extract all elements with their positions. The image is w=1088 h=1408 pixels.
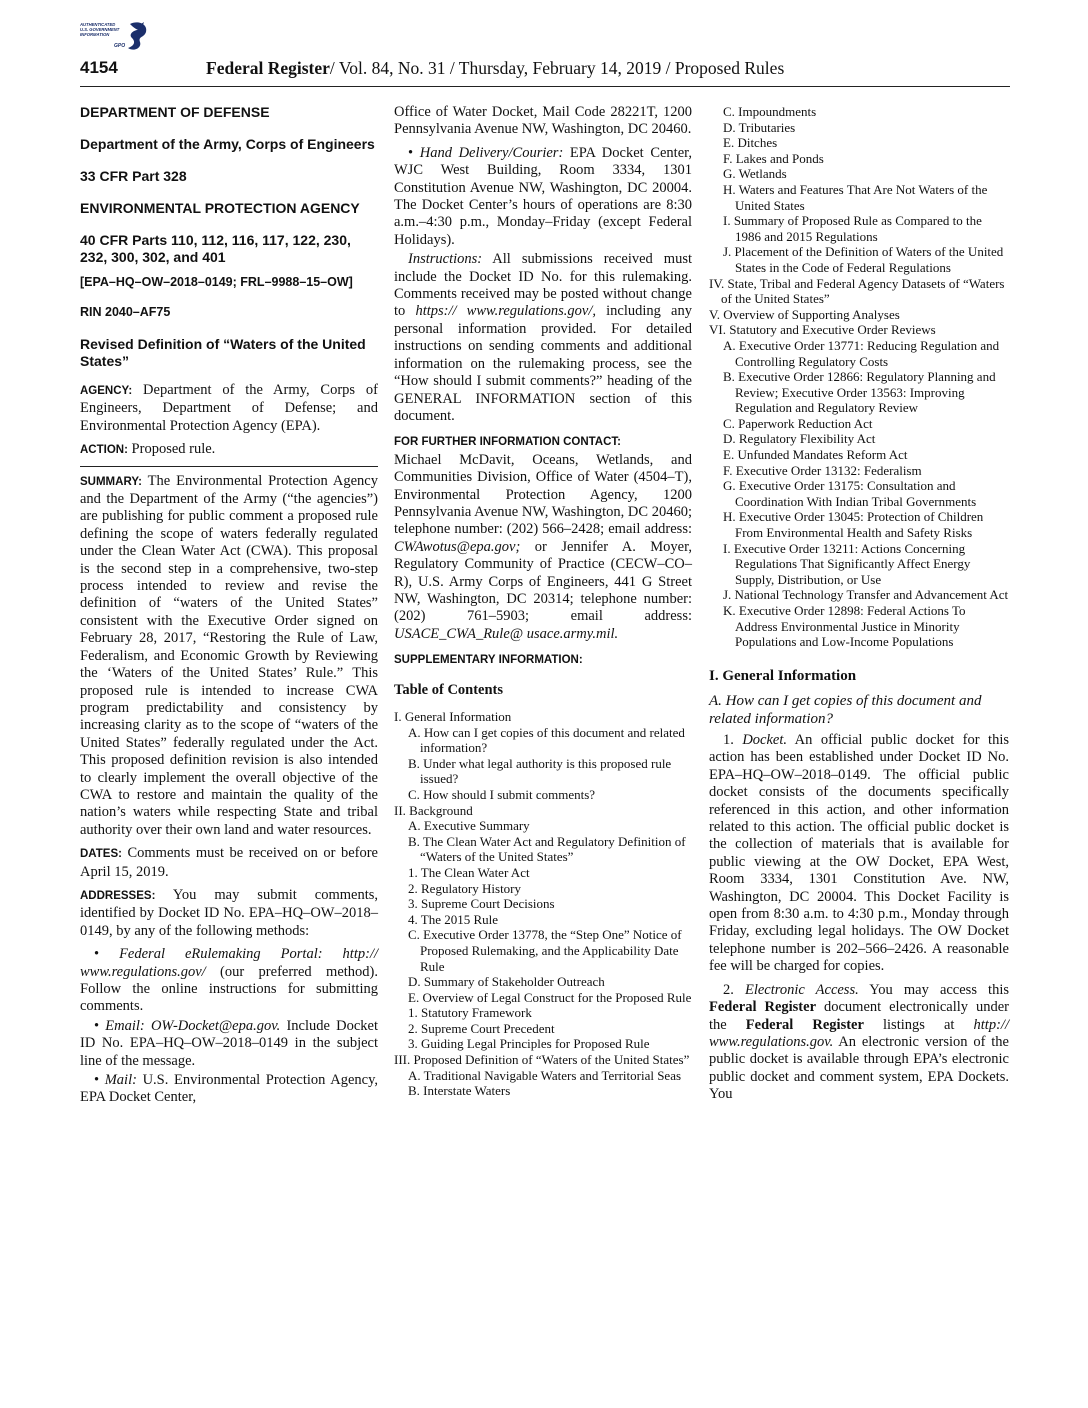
docket-number: [EPA–HQ–OW–2018–0149; FRL–9988–15–OW] bbox=[80, 275, 353, 289]
instructions-text-2: including any personal information provided. For detailed instructions on sending comments and additional information on the rulemaking process, see the “How should I submit comments?” heading of the GENERAL INFORMATION section of this document. bbox=[394, 303, 692, 424]
toc-entry: III. Proposed Definition of “Waters of the United States” bbox=[394, 1052, 690, 1068]
mail-text: U.S. Environmental Protection Agency, EPA Docket Center, bbox=[80, 1072, 378, 1106]
contact-label: FOR FURTHER INFORMATION CONTACT: bbox=[394, 436, 621, 449]
docket-num: 1. bbox=[723, 732, 743, 748]
toc-entry: A. How can I get copies of this document and related information? bbox=[408, 724, 685, 756]
header-rule bbox=[80, 86, 1010, 87]
toc-heading: Table of Contents bbox=[394, 681, 504, 698]
logo-line-3: INFORMATION bbox=[80, 32, 110, 37]
general-information-heading: I. General Information bbox=[709, 667, 857, 684]
toc-entry: F. Lakes and Ponds bbox=[723, 150, 824, 166]
toc-entry: IV. State, Tribal and Federal Agency Datasets of “Waters of the United States” bbox=[709, 275, 1005, 307]
docket-text: An official public docket for this action has been established under Docket ID No. EPA–HQ–OW–2018–0149. The official public docket consists of the documents specifically referenced in this action, and other information related to this action. The official public docket is the collection of materials that is available for public viewing at the OW Docket, EPA West, Room 3334, 1301 Constitution Ave. NW, Washington, DC 20004. This Docket Facility is open from 8:30 a.m. to 4:30 p.m., Monday through Friday, excluding legal holidays. The OW Docket telephone number is 202–566–2426. A reasonable fee will be charged for copies. bbox=[709, 732, 1009, 975]
ea-text-4: An electronic version of the public docket is available through EPA’s electronic public docket and comment system, EPA Dockets. You bbox=[709, 1033, 1009, 1103]
logo-line-2: U.S. GOVERNMENT bbox=[80, 27, 120, 32]
addresses-label: ADDRESSES: bbox=[80, 889, 156, 902]
addresses-paragraph bbox=[80, 887, 378, 940]
toc-entry: I. General Information bbox=[394, 709, 512, 724]
ea-label: Electronic Access. bbox=[744, 981, 859, 998]
supplementary-label-row bbox=[394, 651, 692, 669]
portal-label[interactable]: Federal eRulemaking Portal: http:// www.regulations.gov/ bbox=[80, 946, 378, 980]
page-number: 4154 bbox=[80, 58, 118, 77]
section-rule bbox=[80, 466, 378, 467]
toc-entry: J. Placement of the Definition of Waters of the United States in the Code of Federal Regulations bbox=[723, 244, 1004, 275]
email-text: Include Docket ID No. EPA–HQ–OW–2018–0149 in the subject line of the message. bbox=[80, 1017, 378, 1069]
instructions-label: Instructions: bbox=[408, 251, 483, 268]
table-of-contents-part-2 bbox=[709, 104, 1009, 650]
ea-url[interactable]: http:// www.regulations.gov. bbox=[709, 1016, 1009, 1050]
column-2 bbox=[394, 104, 692, 1099]
toc-entry: 2. Regulatory History bbox=[408, 880, 522, 896]
toc-entry: E. Overview of Legal Construct for the Proposed Rule bbox=[408, 989, 692, 1005]
toc-entry: B. Interstate Waters bbox=[408, 1083, 511, 1099]
toc-entry: V. Overview of Supporting Analyses bbox=[709, 306, 900, 322]
contact-paragraph bbox=[394, 433, 692, 643]
agency-text: Department of the Army, Corps of Engineers, Department of Defense; and Environmental Protection Agency (EPA). bbox=[80, 382, 379, 434]
gpo-authenticated-logo bbox=[78, 20, 160, 56]
dates-text: Comments must be received on or before April 15, 2019. bbox=[80, 845, 378, 880]
ea-text-2: document electronically under the bbox=[709, 999, 1010, 1033]
toc-entry: K. Executive Order 12898: Federal Actions To Address Environmental Justice in Minority Populations and Low-Income Populations bbox=[723, 603, 966, 650]
column-1 bbox=[80, 104, 378, 1109]
instructions-text-1: All submissions received must include the Docket ID No. for this rulemaking. Comments received may be posted without change to bbox=[394, 251, 692, 320]
toc-entry: D. Regulatory Flexibility Act bbox=[723, 431, 876, 447]
toc-entry: C. Executive Order 13778, the “Step One” Notice of Proposed Rulemaking, and the Applicability Date Rule bbox=[408, 927, 682, 974]
toc-entry: E. Ditches bbox=[723, 135, 778, 151]
bullet-mail: • Mail: U.S. Environmental Protection Agency, EPA Docket Center, bbox=[80, 1072, 378, 1106]
action-paragraph bbox=[80, 441, 378, 459]
bullet-email: • Email: OW-Docket@epa.gov. Include Docket ID No. EPA–HQ–OW–2018–0149 in the subject line of the message. bbox=[80, 1017, 378, 1069]
toc-entry: D. Tributaries bbox=[723, 119, 796, 135]
bullet-portal: • Federal eRulemaking Portal: http:// www.regulations.gov/ (our preferred method). Follow the online instructions for submitting comments. bbox=[80, 946, 378, 1015]
agency-heading-2: ENVIRONMENTAL PROTECTION AGENCY bbox=[80, 200, 360, 216]
toc-entry: 3. Guiding Legal Principles for Proposed Rule bbox=[408, 1036, 650, 1052]
toc-entry: 3. Supreme Court Decisions bbox=[408, 896, 555, 912]
toc-entry: A. Traditional Navigable Waters and Territorial Seas bbox=[408, 1067, 682, 1083]
ea-text-3: listings at bbox=[863, 1016, 974, 1033]
summary-label: SUMMARY: bbox=[80, 475, 142, 488]
summary-paragraph bbox=[80, 473, 378, 840]
addresses-text: You may submit comments, identified by Docket ID No. EPA–HQ–OW–2018–0149, by any of the following methods: bbox=[80, 886, 378, 939]
agency-label: AGENCY: bbox=[80, 385, 133, 397]
docket-paragraph bbox=[709, 732, 1009, 976]
column-3 bbox=[709, 104, 1009, 1110]
contact-text-1: Michael McDavit, Oceans, Wetlands, and Communities Division, Office of Water (4504–T), Environmental Protection Agency, 1200 Pennsylvania Avenue NW, Washington, DC 20460; telephone number: (202) 566–2428; email address: bbox=[394, 451, 692, 538]
rin-number: RIN 2040–AF75 bbox=[80, 305, 171, 319]
agency-paragraph bbox=[80, 382, 378, 435]
bullet-hand-delivery: • Hand Delivery/Courier: EPA Docket Center, WJC West Building, Room 3334, 1301 Constitution Avenue NW, Washington, DC 20004. The Docket Center’s hours of operations are 8:30 a.m.–4:30 p.m., Monday–Friday (except Federal Holidays). bbox=[394, 144, 693, 248]
ea-text-1: You may access this bbox=[858, 981, 1010, 998]
toc-entry: VI. Statutory and Executive Order Reviews bbox=[709, 322, 936, 338]
action-label: ACTION: bbox=[80, 444, 128, 457]
ea-num: 2. bbox=[723, 981, 745, 998]
summary-text: The Environmental Protection Agency and the Department of the Army (“the agencies”) are publishing for public comment a proposed rule defining the scope of waters federally regulated under the Clean Water Act (CWA). This proposal is the second step in a comprehensive, two-step process intended to review and revise the definition of “waters of the United States” consistent with the Executive Order signed on February 28, 2017, “Restoring the Rule of Law, Federalism, and Economic Growth by Reviewing the ‘Waters of the United States’ Rule.” This proposed rule is intended to increase CWA program predictability and consistency by increasing clarity as to the scope of “waters of the United States” federally regulated under the Act. This proposed definition revision is also intended to clearly implement the overall objective of the CWA to restore and maintain the quality of the nation’s waters while respecting State and tribal authority over their own land and water resources. bbox=[80, 472, 378, 838]
instructions-paragraph bbox=[394, 251, 692, 425]
contact-text-2: or Jennifer A. Moyer, Regulatory Community of Practice (CECW–CO–R), U.S. Army Corps of Engineers, 441 G Street NW, Washington, DC 20314; telephone number: (202) 761–5903; email address: bbox=[394, 538, 692, 625]
dates-label: DATES: bbox=[80, 848, 122, 861]
page-header bbox=[80, 58, 1008, 84]
toc-entry: II. Background bbox=[394, 802, 473, 818]
subdepartment-heading: Department of the Army, Corps of Engineers bbox=[80, 136, 375, 152]
toc-entry: I. Executive Order 13211: Actions Concerning Regulations That Significantly Affect Energy Supply, Distribution, or Use bbox=[723, 540, 971, 587]
cfr-heading-2: 40 CFR Parts 110, 112, 116, 117, 122, 230, 232, 300, 302, and 401 bbox=[80, 232, 351, 265]
toc-entry: 4. The 2015 Rule bbox=[408, 911, 499, 927]
toc-entry: C. Impoundments bbox=[723, 104, 817, 119]
cfr-heading-1: 33 CFR Part 328 bbox=[80, 168, 187, 184]
contact-email-1[interactable]: CWAwotus@epa.gov; bbox=[394, 538, 521, 555]
supplementary-label: SUPPLEMENTARY INFORMATION: bbox=[394, 654, 583, 667]
toc-entry: I. Summary of Proposed Rule as Compared to the 1986 and 2015 Regulations bbox=[723, 213, 982, 244]
logo-line-1: AUTHENTICATED bbox=[80, 22, 116, 27]
toc-entry: C. How should I submit comments? bbox=[408, 786, 596, 802]
toc-entry: H. Waters and Features That Are Not Waters of the United States bbox=[723, 181, 988, 213]
toc-entry: 1. Statutory Framework bbox=[408, 1005, 532, 1021]
ea-fr-1: Federal Register bbox=[709, 999, 817, 1016]
rule-title: Revised Definition of “Waters of the United States” bbox=[80, 336, 366, 369]
logo-line-4: GPO bbox=[114, 43, 126, 49]
toc-entry: E. Unfunded Mandates Reform Act bbox=[723, 447, 908, 463]
docket-label: Docket. bbox=[742, 732, 788, 748]
ea-fr-2: Federal Register bbox=[745, 1016, 864, 1033]
toc-entry: B. Executive Order 12866: Regulatory Planning and Review; Executive Order 13563: Improving Regulation and Regulatory Review bbox=[723, 369, 996, 416]
toc-entry: 1. The Clean Water Act bbox=[408, 864, 530, 880]
instructions-url[interactable]: https:// www.regulations.gov/, bbox=[415, 303, 596, 320]
issue-info: / Vol. 84, No. 31 / Thursday, February 14, 2019 / Proposed Rules bbox=[329, 58, 785, 78]
email-label[interactable]: Email: OW-Docket@epa.gov. bbox=[105, 1017, 281, 1034]
toc-entry: B. Under what legal authority is this proposed rule issued? bbox=[408, 755, 672, 787]
toc-entry: H. Executive Order 13045: Protection of Children From Environmental Health and Safety Risks bbox=[723, 509, 984, 541]
toc-entry: D. Summary of Stakeholder Outreach bbox=[408, 974, 605, 990]
mail-continued: Office of Water Docket, Mail Code 28221T, 1200 Pennsylvania Avenue NW, Washington, DC 20460. bbox=[394, 104, 692, 138]
portal-text: (our preferred method). Follow the online instructions for submitting comments. bbox=[80, 963, 378, 1015]
dates-paragraph bbox=[80, 845, 378, 881]
running-head bbox=[206, 58, 784, 79]
toc-entry: B. The Clean Water Act and Regulatory Definition of “Waters of the United States” bbox=[408, 833, 686, 865]
hand-delivery-label: Hand Delivery/Courier: bbox=[419, 144, 564, 161]
contact-email-2[interactable]: USACE_CWA_Rule@ usace.army.mil. bbox=[394, 625, 619, 642]
department-heading: DEPARTMENT OF DEFENSE bbox=[80, 104, 270, 120]
toc-entry: C. Paperwork Reduction Act bbox=[723, 415, 873, 431]
toc-entry: F. Executive Order 13132: Federalism bbox=[723, 462, 922, 478]
journal-name: Federal Register bbox=[206, 58, 330, 78]
hand-delivery-text: EPA Docket Center, WJC West Building, Room 3334, 1301 Constitution Avenue NW, Washington, DC 20004. The Docket Center’s hours of operations are 8:30 a.m.–4:30 p.m., Monday–Friday (except Federal Holidays). bbox=[394, 144, 693, 248]
action-text: Proposed rule. bbox=[131, 441, 216, 458]
toc-entry: G. Executive Order 13175: Consultation and Coordination With Indian Tribal Governments bbox=[723, 478, 977, 509]
toc-entry: 2. Supreme Court Precedent bbox=[408, 1020, 555, 1036]
toc-entry: A. Executive Summary bbox=[408, 818, 530, 834]
table-of-contents-part-1 bbox=[394, 709, 692, 1099]
toc-entry: A. Executive Order 13771: Reducing Regulation and Controlling Regulatory Costs bbox=[723, 337, 1000, 369]
mail-label: Mail: bbox=[104, 1072, 137, 1089]
toc-entry: G. Wetlands bbox=[723, 166, 787, 182]
toc-entry: J. National Technology Transfer and Advancement Act bbox=[723, 587, 1009, 603]
electronic-access-paragraph bbox=[709, 982, 1009, 1104]
copies-question-heading: A. How can I get copies of this document and related information? bbox=[709, 693, 982, 727]
